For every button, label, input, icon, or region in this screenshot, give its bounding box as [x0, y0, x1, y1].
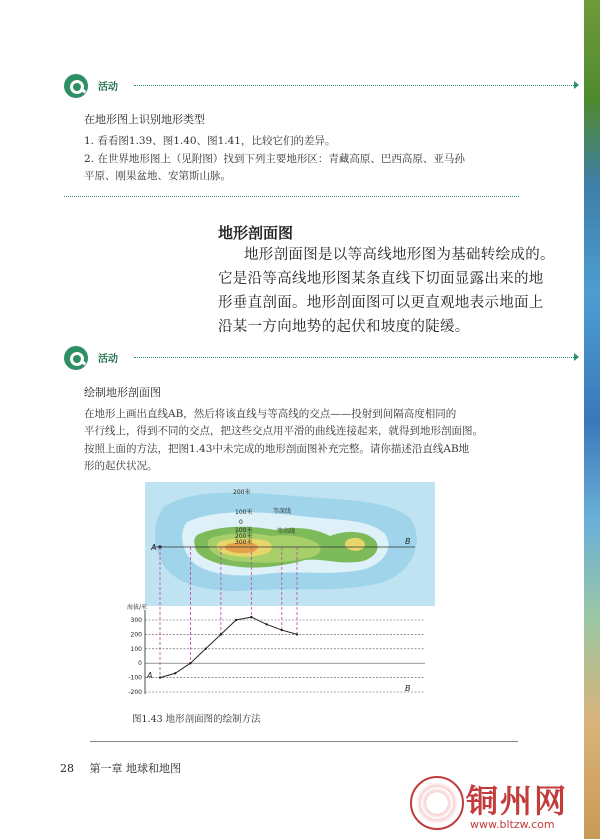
tick-label: -100	[128, 674, 142, 682]
map-label: 0	[239, 519, 243, 526]
chapter-title: 第一章 地球和地图	[89, 762, 181, 775]
profile-point	[296, 633, 298, 635]
activity-header-2	[64, 346, 584, 370]
section-para-line4: 沿某一方向地势的起伏和坡度的陡缓。	[218, 319, 470, 335]
figure-caption: 图1.43 地形剖面图的绘制方法	[132, 714, 261, 725]
profile-tick-labels	[128, 617, 142, 696]
activity-icon	[64, 74, 88, 98]
profile-label-b: B	[405, 684, 411, 693]
profile-point	[220, 633, 222, 635]
tick-label: 0	[138, 660, 142, 668]
watermark-url: www.bltzw.com	[470, 818, 555, 831]
map-label: B	[405, 537, 411, 546]
profile-point	[281, 629, 283, 631]
activity-para1-line2: 平行线上，得到不同的交点，把这些交点用平滑的曲线连接起来，就得到地形剖面图。	[84, 425, 483, 437]
activity-icon	[64, 346, 88, 370]
activity-label: 活动	[98, 82, 118, 93]
map-label: 100米	[235, 509, 253, 516]
activity-item-2-line2: 平原、刚果盆地、安第斯山脉。	[84, 170, 231, 182]
activity-subtitle: 在地形图上识别地形类型	[84, 113, 205, 126]
activity-para2-line2: 形的起伏状况。	[84, 460, 158, 472]
dotted-rule	[134, 85, 574, 86]
section-divider	[64, 196, 519, 197]
profile-point	[174, 672, 176, 674]
section-para-line3: 形垂直剖面。地形剖面图可以更直观地表示地面上	[218, 295, 544, 311]
profile-ylabel: 海拔/米	[127, 604, 148, 611]
dotted-rule	[134, 357, 574, 358]
page-edge-photo-strip	[584, 0, 600, 839]
watermark	[406, 772, 600, 839]
watermark-seal-icon	[410, 776, 464, 830]
activity-header-1	[64, 74, 584, 98]
tick-label: -200	[128, 689, 142, 696]
tick-label: 200	[130, 631, 142, 639]
page-number: 28	[60, 762, 74, 775]
profile-point	[204, 648, 206, 650]
profile-point	[265, 623, 267, 625]
activity-item-2-line1: 2. 在世界地形图上（见附图）找到下列主要地形区：青藏高原、巴西高原、亚马孙	[84, 153, 465, 165]
profile-point	[250, 616, 252, 618]
page-footer	[60, 760, 181, 776]
profile-point	[189, 662, 191, 664]
map-label: 100米	[235, 527, 253, 534]
profile-point	[159, 676, 161, 678]
section-heading: 地形剖面图	[218, 224, 294, 242]
profile-label-a: A	[147, 671, 153, 680]
activity-subtitle: 绘制地形剖面图	[84, 386, 161, 399]
map-label: 300米	[235, 539, 253, 546]
tick-label: 300	[130, 617, 142, 624]
profile-panel	[145, 606, 435, 694]
map-label: A	[151, 543, 157, 552]
map-label: 等高线	[277, 528, 296, 535]
arrow-right-icon	[574, 81, 579, 89]
section-para-line1: 地形剖面图是以等高线地形图为基础转绘成的。	[244, 247, 555, 263]
activity-label: 活动	[98, 354, 118, 365]
map-label: 200米	[233, 489, 251, 496]
section-para-line2: 它是沿等高线地形图某条直线下切面显露出来的地	[218, 271, 544, 287]
map-label: 200米	[235, 533, 253, 540]
figure-terrain-profile	[125, 478, 445, 706]
watermark-site: 铜州网	[466, 782, 569, 820]
tick-label: 100	[130, 645, 142, 653]
activity-para1-line1: 在地形上画出直线AB，然后将该直线与等高线的交点——投射到间隔高度相同的	[84, 408, 457, 420]
arrow-right-icon	[574, 353, 579, 361]
map-label: 等深线	[273, 508, 292, 515]
profile-point	[235, 619, 237, 621]
activity-item-1: 1. 看看图1.39、图1.40、图1.41，比较它们的差异。	[84, 135, 336, 147]
footer-rule	[90, 741, 518, 742]
activity-para2-line1: 按照上面的方法，把图1.43中未完成的地形剖面图补充完整。请你描述沿直线AB地	[84, 443, 470, 455]
